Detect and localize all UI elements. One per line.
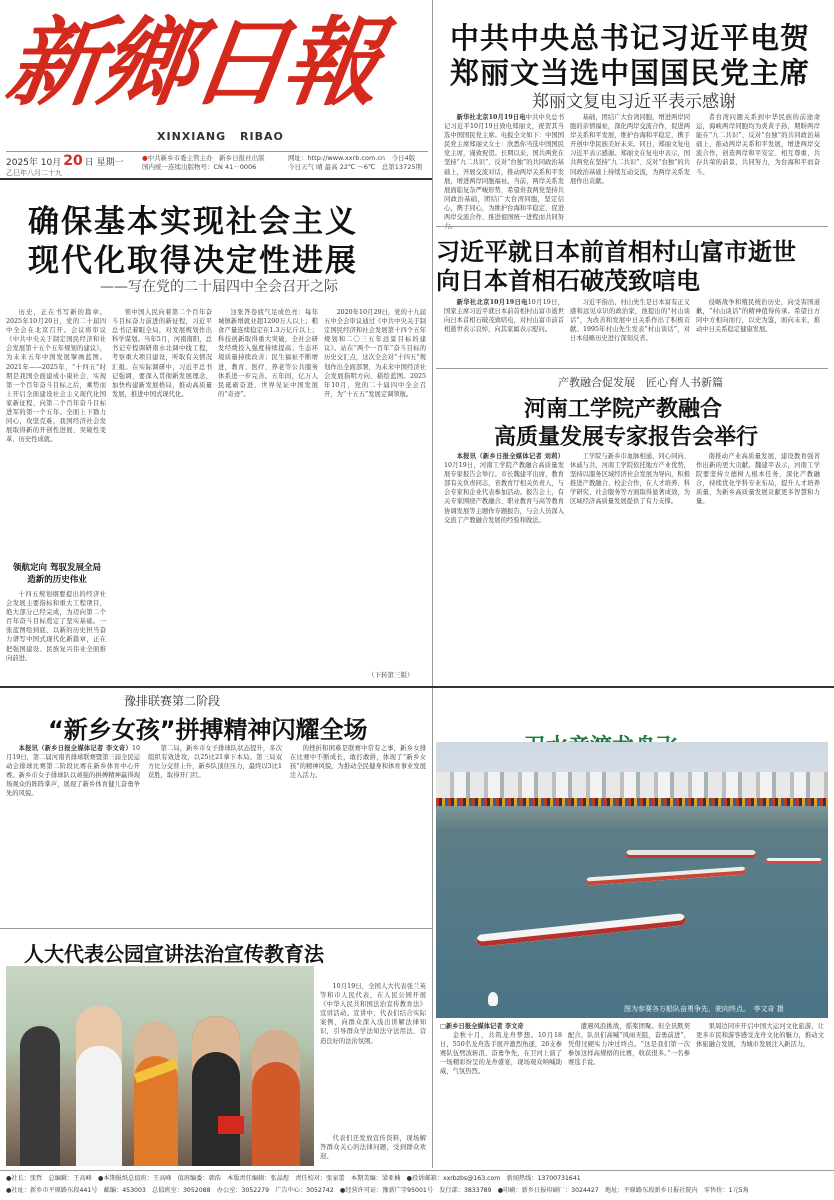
photo-story-text-3: 果周边同步开启中国大运河文化旅游，让更多市民和游客感受龙舟文化的魅力，推动文体旅融合发展，为城市发展注入新活力。: [696, 1023, 824, 1049]
dragon-boat-4: [586, 866, 746, 885]
story-4-col-3: [290, 744, 426, 924]
top-story-headline-1[interactable]: 中共中央总书记习近平电贺: [450, 21, 811, 55]
story-2-headline-1[interactable]: 习近平就日本前首相村山富市逝世: [436, 238, 796, 266]
date-label: [6, 153, 124, 169]
issn-text: 国内统一连续出版物号：CN 41－0006: [142, 163, 257, 171]
person-5: [252, 1030, 300, 1166]
lead-col-3: [218, 308, 318, 682]
story-3-text-1: 10月19日，河南工学院产教融合高质量发展专家报告会举行。市长魏建平出席，教育部有关负责同志，省教育厅相关负责人，与会专家和企业代表参加活动。报告会上，有关专家围绕产教融合、职业教育与高等教育协调发展等主题作专题报告，与会人员深入交流了产教融合发展的经验和做法。: [444, 462, 564, 524]
top-story-text-3: 者台湾问题关系到中华民族的前途命运，海峡两岸同胞均为炎黄子孙，期盼两岸能在“九二共识”、反对“台独”的共同政治基础上，推动两岸关系和平发展，增进两岸交流合作，创造两岸和平安定、相互尊重、共存共荣的前景，共同努力，为台海和平而奋斗。: [696, 114, 820, 176]
story-3-headline-2[interactable]: 高质量发展专家报告会举行: [494, 424, 759, 450]
story-5: [0, 930, 432, 1168]
photo-story-col-3: [696, 1022, 824, 1162]
story-2-dateline: 新华社北京10月19日电: [456, 299, 528, 306]
story-3-col-3: [696, 452, 820, 682]
story-2-col-1: [444, 298, 564, 364]
photo-caption-text: 图为参赛各方船队奋勇争先、驶向终点。: [624, 1005, 747, 1013]
continued-note[interactable]: （下转第三版）: [368, 671, 414, 679]
pinyin-right: RIBAO: [240, 130, 284, 143]
footer-line-1: ●社长：张哲 总编辑：王高峰 ●本期报纸总值班：王高峰 值班编委：韩浩 本版责任编辑：张晶煜 责任校对：张家蕾 本期美编：梁亚楠 ●投诉邮箱：xxrbzbs@163.com 新闻热线：13700731641: [6, 1175, 581, 1182]
photo-story-byline: □新乡日报全媒体记者 李文奇: [440, 1023, 524, 1030]
column-divider: [432, 0, 433, 686]
date-weekday: 日 星期一: [84, 158, 124, 168]
photo-story: [436, 688, 834, 1168]
top-story-dateline: 新华社北京10月19日电: [456, 114, 526, 121]
photo-credit: 李文奇 摄: [753, 1005, 784, 1013]
divider: [436, 226, 828, 227]
website-text[interactable]: 网址：http://www.xxrb.com.cn: [288, 154, 386, 162]
story-4-text-1: 10月19日，第二届河南省排球联赛暨第三届全民运动会排球比赛第二阶段比赛在新乡体育中心开赛。新乡市女子排球队以顽强的拼搏精神赢得现场观众的阵阵掌声，展现了新乡体育健儿奋勇争先的风貌。: [6, 745, 140, 798]
buoy: [488, 992, 498, 1006]
story-4: [0, 688, 432, 928]
lead-subhead-line-1: 领航定向 驾驭发展全局: [13, 563, 101, 573]
pinyin-left: XINXIANG: [157, 130, 227, 143]
story-2-col-2: [570, 298, 690, 364]
top-story: [436, 0, 828, 226]
story-3-text-3: 南推动产业高质量发展、建设教育强省作出新的更大贡献。魏建平表示，河南工学院要坚持立德树人根本任务，深化产教融合，持续优化学科专业布局，提升人才培养质量，为新乡高质量发展贡献更多智慧和力量。: [696, 453, 820, 506]
story-3-headline-1[interactable]: 河南工学院产教融合: [524, 396, 723, 422]
publisher-info: [142, 154, 265, 172]
lead-col-1: [6, 308, 106, 556]
party-emblem-icon: ●: [142, 154, 148, 162]
photo-story-col-1: [440, 1022, 562, 1162]
story-2-text-3: 侵略战争和殖民统治历史，向受害国道歉，“村山谈话”的精神值得传承。希望日方同中方相向而行，以史为鉴，面向未来，推动中日关系稳定健康发展。: [696, 299, 820, 334]
site-info: [288, 154, 422, 172]
masthead: [0, 0, 430, 176]
story-4-text-3: 的挫折和困难是联赛中常有之事，新乡女排在比赛中不断成长，敢打敢拼，体现了“新乡女孩”的精神风貌，为推动全民健身和体育事业发展注入活力。: [290, 745, 426, 780]
lead-col-2: [112, 308, 212, 682]
shore-buildings: [436, 772, 828, 798]
newspaper-logo: 新鄉日報: [0, 6, 385, 119]
story-5-text-2: 代表们还发放宣传资料，现场解答群众关心的法律问题，受到群众欢迎。: [320, 1135, 426, 1161]
story-5-text-1: 10月19日，全国人大代表张兰英等和市人民代表，在人民公园开展《中华人民共和国法治宣传教育法》宣讲活动。宣讲中，代表们结合实际案例，向群众深入浅出讲解法律知识，引导群众学法知法守法用法，营造良好的法治氛围。: [320, 983, 426, 1045]
story-3-text-2: 工学院与新乡市血脉相通、同心同向、休戚与共，河南工学院依托地方产业优势，坚持以服务区域经济社会发展为导向，积极推进产教融合、校企合作，在人才培养、科学研究、社会服务等方面取得显著成效，为区域经济高质量发展提供了有力支撑。: [570, 453, 690, 506]
lead-feature: [0, 180, 432, 684]
top-story-text-2: 基础，团结广大台湾同胞，增进两岸同胞的亲情福祉，深化两岸交流合作，促进两岸关系和平发展，维护台海和平稳定，携手开创中华民族美好未来。同日，郑丽文复电习近平表示感谢。郑丽文在复电中表示，国共两党在坚持“九二共识”、反对“台独”的共同政治基础上持续互动交流，为两岸关系发展作出贡献。: [570, 114, 690, 185]
story-3-col-1: [444, 452, 564, 682]
lead-text-1: 历史，正在书写新的篇章。2025年10月20日，党的二十届四中全会在北京召开。会议将审议《中共中央关于制定国民经济和社会发展第十五个五年规划的建议》，为未来五年中国发展擘画蓝图。2021年——2025年，“十四五”时期是我国全面建成小康社会、实现第一个百年奋斗目标之后，乘势而上开启全面建设社会主义现代化国家新征程、向第二个百年奋斗目标进军的第一个五年。全面上下勠力同心，攻坚克难，我国经济社会发展取得新的开创性进展、突破性变革、历史性成就。: [6, 309, 106, 444]
story-2-headline-2[interactable]: 向日本首相石破茂致唁电: [436, 267, 700, 295]
masthead-rule: [6, 151, 428, 152]
footer-rule: [0, 1170, 834, 1171]
column-divider: [432, 688, 433, 1168]
story-4-col-2: [148, 744, 282, 924]
date-day: 20: [63, 153, 83, 169]
dragon-boat-photo: [436, 742, 828, 1018]
publisher-text: 中共新乡市委主管主办 新乡日报社出版: [147, 154, 265, 162]
lead-text-2: 领中国人民向着第二个百年奋斗目标奋力前进的新征程，习近平总书记着眼全局，对发展规划作出科学谋划。当年5月，河南南阳，总书记专程调研南水北调中线工程，考察重大项目建设，听取有关情况汇报。在实际调研中，习近平总书记强调，要深入贯彻新发展理念，加快构建新发展格局，推动高质量发展，推进中国式现代化。: [112, 309, 212, 398]
story-3-byline: 本报讯（新乡日报全媒体记者 刘莉）: [456, 453, 564, 460]
person-1: [20, 1026, 60, 1166]
person-4: [192, 1016, 240, 1166]
divider: [0, 928, 432, 929]
photo-story-col-2: [568, 1022, 690, 1162]
person-3: [134, 1022, 178, 1166]
lunar-date: 乙巳年八月二十九: [6, 169, 62, 177]
story-5-col-2: [320, 1134, 426, 1166]
story-5-headline[interactable]: 人大代表公园宣讲法治宣传教育法: [24, 942, 324, 966]
story-4-col-1: [6, 744, 140, 924]
issue-count: 今日4版: [391, 154, 416, 162]
lead-subtitle: ——写在党的二十届四中全会召开之际: [100, 279, 338, 295]
congress-photo: [6, 966, 314, 1166]
story-3-col-2: [570, 452, 690, 682]
dragon-boat-1: [626, 850, 756, 858]
dragon-boat-3: [476, 913, 686, 947]
top-story-headline-2[interactable]: 郑丽文当选中国国民党主席: [450, 56, 811, 90]
photo-story-text-1: 金秋十月，共筑龙舟梦想。10月18日，550名龙舟选手展开激烈角逐，26支参赛队伍劈波斩浪、奋勇争先，在卫河上演了一场精彩纷呈的龙舟盛宴，现场观众呐喊助威，气氛热烈。: [440, 1032, 562, 1076]
dragon-boat-2: [766, 858, 822, 864]
shore-crowd: [436, 798, 828, 806]
top-story-subhead: 郑丽文复电习近平表示感谢: [532, 92, 736, 112]
footer: [6, 1173, 830, 1197]
top-story-col-1: [444, 113, 564, 223]
story-4-headline[interactable]: “新乡女孩”拼搏精神闪耀全场: [48, 716, 368, 744]
lead-col-1b: [6, 590, 106, 682]
lead-subhead-line-2: 造新的历史伟业: [27, 575, 87, 585]
story-2-col-3: [696, 298, 820, 364]
lead-text-3: 这张答卷底气足成色亮：每年城镇新增就业超1200万人以上；粮食产量连续稳定在1.3万亿斤以上；科技创新取得重大突破，全社会研发经费投入强度持续提高；生态环境质量持续改善；民生福祉不断增进，教育、医疗、养老等公共服务体系进一步完善。五年间，亿万人民砥砺奋进，世界见证中国发展的“奇迹”。: [218, 309, 318, 398]
divider: [436, 368, 828, 369]
weather-text: 今日天气 晴 最高 22℃ ～6℃: [288, 163, 376, 171]
story-5-col-1: [320, 982, 426, 1132]
lead-subhead: [10, 562, 104, 586]
lead-text-4: 2020年10月29日，党的十九届五中全会审议通过《中共中央关于制定国民经济和社会发展第十四个五年规划和二〇三五年远景目标的建议》。站在“两个一百年”奋斗目标的历史交汇点，这次全会对“十四五”规划作出全面部署，为未来中国经济社会发展指明方向、描绘蓝图。2025年10月，党的二十届四中全会召开，为“十五五”发展定调领航。: [324, 309, 426, 398]
person-2: [76, 1006, 122, 1166]
lead-headline-1[interactable]: 确保基本实现社会主义: [28, 204, 358, 240]
top-story-text-1: 中共中央总书记习近平10月19日致电郑丽文，祝贺其当选中国国民党主席。电报全文如下：中国国民党主席郑丽文女士：欣悉你当选中国国民党主席，谨致祝贺。长期以来，国共两党在坚持“九二共识”、反对“台独”的共同政治基础上，开展交流对话，推动两岸关系和平发展，增进两岸同胞福祉。当前，两岸关系发展面临复杂严峻形势，希望贵我两党坚持共同政治基础，团结广大台湾同胞，坚定信心，携手同心，为维护台海和平稳定、促进两岸交流合作、推进祖国统一进程而共同努: [444, 114, 564, 222]
photo-story-text-2: 遭遇风浪挑战，摇桨团聚。但全员默契配合，队员们高喊“风雨无阻，奋勇前进”，凭借过硬实力冲过终点。“这是我们第一次参加这样高规格的比赛，收获很多。”一名参赛选手说。: [568, 1023, 690, 1067]
date-month: 2025年 10月: [6, 158, 62, 168]
story-3: [436, 370, 828, 686]
story-2-text-1: 10月19日，国家主席习近平就日本前首相村山富市逝世向日本首相石破茂致唁电，对村山富市前首相逝世表示哀悼，向其家属表示慰问。: [444, 299, 564, 334]
lead-text-1b: 十四五规划纲要提出的经济社会发展主要指标和重大工程项目，绝大部分已经完成，为迈向第二个百年奋斗目标奠定了坚实基础。一张蓝图绘到底、以新的历史担当奋力谱写中国式现代化新篇章，正在把强国建设、民族复兴伟业全面推向前进。: [6, 591, 106, 662]
footer-line-2: ●社址：新乡市平原路东段441号 邮编：453003 总值班室：3052088 办公室：3052279 广告中心：3052742 ●经营许可证：豫新广字95001号 发行部：3833789 ●印刷：新乡日报印刷厂：3024427 地址：平原路东段新乡日报社院内 零售价：1元5角: [6, 1187, 749, 1194]
story-2: [436, 228, 828, 368]
story-4-text-2: 第二局，新乡市女子排球队状态提升，多次组织有效进攻，以25比21拿下本局。第三局双方比分交替上升，新乡队顶住压力，最终以3比1获胜，取得开门红。: [148, 745, 282, 780]
lead-headline-2[interactable]: 现代化取得决定性进展: [28, 243, 358, 279]
story-2-text-2: 习近平指出，村山先生是日本富有正义感和远见卓识的政治家，他提出的“村山谈话”，为改善和发展中日关系作出了积极贡献。1995年村山先生发表“村山谈话”，对日本侵略历史进行深刻反省。: [570, 299, 690, 343]
story-3-kicker: 产教融合促发展 匠心育人书新篇: [558, 376, 723, 389]
lead-col-4: [324, 308, 426, 664]
story-4-kicker: 豫排联赛第二阶段: [124, 694, 221, 708]
flag-icon: [218, 1116, 244, 1134]
photo-caption: [624, 1004, 784, 1014]
top-story-col-3: [696, 113, 820, 223]
top-story-col-2: [570, 113, 690, 223]
issue-number: 总第13725期: [381, 163, 422, 171]
story-4-byline: 本报讯（新乡日报全媒体记者 李文奇）: [18, 745, 132, 752]
